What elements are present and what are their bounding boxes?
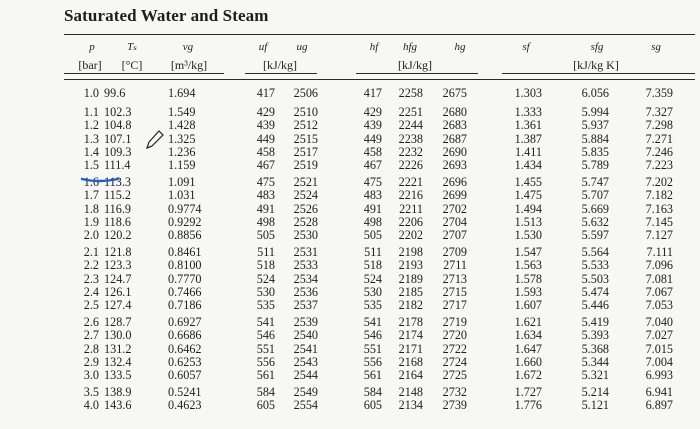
cell-vg: 1.031: [168, 188, 196, 203]
cell-sfg: 5.789: [581, 158, 609, 172]
cell-sg: 7.096: [645, 258, 673, 273]
cell-sg: 7.027: [645, 328, 673, 343]
cell-hg: 2717: [442, 298, 467, 312]
cell-uf: 524: [256, 271, 275, 286]
cell-p: 2.3: [83, 271, 99, 286]
cell-uf: 605: [256, 398, 275, 413]
cell-vg: 0.6462: [168, 341, 202, 356]
unit-p: [bar]: [78, 58, 102, 72]
cell-uf: 458: [256, 144, 275, 159]
cell-uf: 505: [256, 228, 275, 242]
cell-uf: 530: [256, 284, 275, 299]
cell-hfg: 2251: [398, 105, 423, 120]
cell-hg: 2699: [442, 188, 467, 203]
cell-ts: 109.3: [104, 144, 132, 159]
cell-vg: 1.694: [168, 86, 196, 100]
cell-hf: 518: [363, 258, 382, 273]
cell-sf: 1.547: [514, 245, 542, 260]
cell-sf: 1.333: [514, 105, 542, 120]
cell-vg: 0.8856: [168, 228, 202, 242]
cell-ts: 120.2: [104, 228, 132, 242]
cell-uf: 584: [256, 385, 275, 400]
cell-ts: 111.4: [104, 158, 131, 172]
cell-uf: 498: [256, 214, 275, 229]
cell-sg: 7.327: [645, 105, 673, 120]
cell-uf: 449: [256, 131, 275, 146]
cell-ug: 2536: [293, 284, 318, 299]
cell-hfg: 2178: [398, 315, 423, 330]
cell-hfg: 2232: [398, 144, 423, 159]
cell-ug: 2534: [293, 271, 318, 286]
cell-ug: 2526: [293, 201, 318, 216]
cell-ug: 2515: [293, 131, 318, 146]
cell-sg: 7.202: [645, 175, 673, 190]
cell-sfg: 5.368: [581, 341, 609, 356]
cell-sf: 1.455: [514, 175, 542, 190]
cell-vg: 0.7186: [168, 298, 202, 312]
cell-ug: 2530: [293, 228, 318, 242]
cell-p: 3.0: [83, 368, 99, 382]
cell-ug: 2554: [293, 398, 318, 413]
cell-hfg: 2211: [399, 201, 423, 216]
cell-hf: 467: [363, 158, 382, 172]
cell-ts: 131.2: [104, 341, 132, 356]
cell-p: 2.9: [83, 354, 99, 369]
cell-hg: 2722: [442, 341, 467, 356]
cell-sfg: 5.994: [581, 105, 609, 120]
cell-hg: 2690: [442, 144, 467, 159]
cell-vg: 1.159: [168, 158, 196, 172]
cell-sf: 1.727: [514, 385, 542, 400]
cell-vg: 0.8461: [168, 245, 202, 260]
cell-ts: 102.3: [104, 105, 132, 120]
cell-ug: 2541: [293, 341, 318, 356]
header-ts: Tₛ: [127, 41, 137, 53]
cell-p: 1.7: [83, 188, 99, 203]
cell-p: 1.6: [83, 175, 99, 190]
cell-hg: 2704: [442, 214, 467, 229]
header-sfg: sfg: [590, 41, 604, 53]
cell-uf: 556: [256, 354, 275, 369]
cell-ts: 132.4: [104, 354, 132, 369]
cell-vg: 0.9292: [168, 214, 202, 229]
cell-sf: 1.776: [514, 398, 542, 413]
cell-hg: 2709: [442, 245, 467, 260]
unit-h: [kJ/kg]: [398, 58, 432, 72]
cell-sg: 6.897: [645, 398, 673, 413]
cell-ug: 2521: [293, 175, 318, 190]
cell-sfg: 5.835: [581, 144, 609, 159]
cell-sg: 7.163: [645, 201, 673, 216]
cell-ug: 2540: [293, 328, 318, 343]
cell-sf: 1.411: [515, 144, 542, 159]
cell-hf: 524: [363, 271, 382, 286]
cell-hf: 511: [364, 245, 382, 260]
cell-vg: 0.6057: [168, 368, 202, 382]
cell-sg: 7.111: [646, 245, 673, 260]
cell-sg: 6.993: [645, 368, 673, 382]
cell-uf: 491: [256, 201, 275, 216]
pencil-cursor-icon: [143, 128, 165, 152]
cell-sfg: 5.564: [581, 245, 609, 260]
cell-hf: 439: [363, 118, 382, 133]
cell-sfg: 5.597: [581, 228, 609, 242]
cell-hg: 2713: [442, 271, 467, 286]
cell-sfg: 5.937: [581, 118, 609, 133]
cell-hg: 2711: [443, 258, 467, 273]
cell-sfg: 5.503: [581, 271, 609, 286]
cell-vg: 1.325: [168, 131, 196, 146]
cell-ug: 2510: [293, 105, 318, 120]
rule-units-h: [356, 73, 478, 74]
cell-uf: 561: [256, 368, 275, 382]
cell-hfg: 2134: [398, 398, 423, 413]
cell-ts: 99.6: [104, 86, 126, 100]
cell-sg: 7.246: [645, 144, 673, 159]
header-uf: uf: [258, 41, 268, 53]
header-p: p: [89, 41, 95, 53]
cell-uf: 467: [256, 158, 275, 172]
rule-units-u: [245, 73, 317, 74]
cell-ts: 143.6: [104, 398, 132, 413]
cell-sf: 1.513: [514, 214, 542, 229]
cell-hfg: 2258: [398, 86, 423, 100]
cell-uf: 511: [257, 245, 275, 260]
cell-hf: 417: [363, 86, 382, 100]
cell-sfg: 5.669: [581, 201, 609, 216]
cell-sg: 7.081: [645, 271, 673, 286]
cell-hf: 505: [363, 228, 382, 242]
cell-ug: 2543: [293, 354, 318, 369]
cell-vg: 1.236: [168, 144, 196, 159]
cell-uf: 535: [256, 298, 275, 312]
cell-sg: 7.223: [645, 158, 673, 172]
cell-hg: 2702: [442, 201, 467, 216]
cell-hg: 2725: [442, 368, 467, 382]
cell-vg: 0.7466: [168, 284, 202, 299]
cell-sf: 1.621: [514, 315, 542, 330]
cell-sfg: 6.056: [581, 86, 609, 100]
cell-vg: 0.5241: [168, 385, 202, 400]
cell-hfg: 2216: [398, 188, 423, 203]
cell-hfg: 2182: [398, 298, 423, 312]
cell-vg: 0.8100: [168, 258, 202, 273]
cell-ts: 128.7: [104, 315, 132, 330]
rule-header-bottom: [64, 79, 695, 80]
cell-ts: 116.9: [104, 201, 131, 216]
cell-sf: 1.563: [514, 258, 542, 273]
cell-hg: 2739: [442, 398, 467, 413]
cell-sfg: 5.446: [581, 298, 609, 312]
cell-hf: 483: [363, 188, 382, 203]
cell-ts: 115.2: [104, 188, 131, 203]
cell-ug: 2531: [293, 245, 318, 260]
cell-hf: 535: [363, 298, 382, 312]
cell-ug: 2519: [293, 158, 318, 172]
cell-sf: 1.530: [514, 228, 542, 242]
cell-hg: 2707: [442, 228, 467, 242]
cell-hf: 449: [363, 131, 382, 146]
cell-hfg: 2185: [398, 284, 423, 299]
cell-uf: 439: [256, 118, 275, 133]
cell-uf: 546: [256, 328, 275, 343]
header-hfg: hfg: [402, 41, 418, 53]
cell-sg: 7.359: [645, 86, 673, 100]
cell-vg: 0.7770: [168, 271, 202, 286]
cell-uf: 417: [256, 86, 275, 100]
cell-hg: 2687: [442, 131, 467, 146]
cell-vg: 0.6253: [168, 354, 202, 369]
cell-uf: 541: [256, 315, 275, 330]
cell-sg: 7.298: [645, 118, 673, 133]
cell-ts: 124.7: [104, 271, 132, 286]
cell-sf: 1.634: [514, 328, 542, 343]
cell-p: 1.1: [83, 105, 99, 120]
cell-vg: 0.9774: [168, 201, 202, 216]
cell-hfg: 2226: [398, 158, 423, 172]
cell-ts: 107.1: [104, 131, 132, 146]
cell-hf: 561: [363, 368, 382, 382]
cell-ug: 2524: [293, 188, 318, 203]
rule-units-pvt: [64, 73, 224, 74]
unit-u: [kJ/kg]: [263, 58, 297, 72]
cell-hf: 556: [363, 354, 382, 369]
cell-sg: 7.127: [645, 228, 673, 242]
cell-sf: 1.387: [514, 131, 542, 146]
cell-hfg: 2168: [398, 354, 423, 369]
cell-uf: 483: [256, 188, 275, 203]
cell-hfg: 2198: [398, 245, 423, 260]
cell-ug: 2544: [293, 368, 318, 382]
cell-vg: 1.549: [168, 105, 196, 120]
rule-top: [64, 34, 695, 35]
handwritten-underline: [80, 175, 122, 185]
cell-p: 2.8: [83, 341, 99, 356]
cell-ug: 2539: [293, 315, 318, 330]
cell-hf: 429: [363, 105, 382, 120]
cell-p: 1.4: [83, 144, 99, 159]
header-ug: ug: [296, 41, 308, 53]
table-title: Saturated Water and Steam: [64, 6, 269, 25]
cell-ts: 104.8: [104, 118, 132, 133]
cell-ts: 118.6: [104, 214, 131, 229]
cell-sg: 7.145: [645, 214, 673, 229]
cell-vg: 1.091: [168, 175, 196, 190]
cell-p: 1.5: [83, 158, 99, 172]
cell-p: 2.0: [83, 228, 99, 242]
cell-hg: 2732: [442, 385, 467, 400]
cell-sfg: 5.632: [581, 214, 609, 229]
cell-sfg: 5.747: [581, 175, 609, 190]
cell-hfg: 2148: [398, 385, 423, 400]
cell-hfg: 2238: [398, 131, 423, 146]
cell-hg: 2724: [442, 354, 467, 369]
cell-sf: 1.660: [514, 354, 542, 369]
cell-hf: 491: [363, 201, 382, 216]
cell-hg: 2683: [442, 118, 467, 133]
cell-uf: 429: [256, 105, 275, 120]
cell-ug: 2528: [293, 214, 318, 229]
cell-hg: 2720: [442, 328, 467, 343]
unit-ts: [°C]: [121, 58, 143, 72]
cell-p: 1.2: [83, 118, 99, 133]
cell-hg: 2680: [442, 105, 467, 120]
header-sg: sg: [651, 41, 661, 53]
cell-sf: 1.475: [514, 188, 542, 203]
cell-sf: 1.303: [514, 86, 542, 100]
cell-uf: 475: [256, 175, 275, 190]
cell-hg: 2696: [442, 175, 467, 190]
cell-sg: 7.067: [645, 284, 673, 299]
unit-vg: [m³/kg]: [170, 58, 208, 72]
cell-sfg: 5.214: [581, 385, 609, 400]
cell-p: 1.9: [83, 214, 99, 229]
cell-hf: 498: [363, 214, 382, 229]
cell-sfg: 5.419: [581, 315, 609, 330]
cell-hf: 546: [363, 328, 382, 343]
cell-p: 2.6: [83, 315, 99, 330]
cell-p: 2.2: [83, 258, 99, 273]
cell-ts: 138.9: [104, 385, 132, 400]
cell-ts: 133.5: [104, 368, 132, 382]
cell-ts: 126.1: [104, 284, 132, 299]
cell-hg: 2693: [442, 158, 467, 172]
cell-hf: 541: [363, 315, 382, 330]
cell-hf: 458: [363, 144, 382, 159]
cell-vg: 0.6686: [168, 328, 202, 343]
header-hg: hg: [454, 41, 466, 53]
cell-sf: 1.672: [514, 368, 542, 382]
cell-ts: 123.3: [104, 258, 132, 273]
cell-sg: 7.004: [645, 354, 673, 369]
cell-ug: 2506: [293, 86, 318, 100]
cell-vg: 0.4623: [168, 398, 202, 413]
cell-p: 2.5: [83, 298, 99, 312]
cell-p: 1.3: [83, 131, 99, 146]
cell-sg: 7.182: [645, 188, 673, 203]
cell-p: 4.0: [83, 398, 99, 413]
cell-sfg: 5.884: [581, 131, 609, 146]
cell-hfg: 2189: [398, 271, 423, 286]
cell-hfg: 2244: [398, 118, 423, 133]
cell-sf: 1.593: [514, 284, 542, 299]
cell-sfg: 5.321: [581, 368, 609, 382]
cell-sg: 7.015: [645, 341, 673, 356]
cell-p: 1.8: [83, 201, 99, 216]
cell-sf: 1.607: [514, 298, 542, 312]
cell-sfg: 5.707: [581, 188, 609, 203]
cell-ug: 2512: [293, 118, 318, 133]
rule-units-s: [502, 73, 695, 74]
cell-ts: 121.8: [104, 245, 132, 260]
cell-sfg: 5.474: [581, 284, 609, 299]
cell-ug: 2517: [293, 144, 318, 159]
cell-sg: 7.040: [645, 315, 673, 330]
cell-sf: 1.361: [514, 118, 542, 133]
unit-s: [kJ/kg K]: [573, 58, 619, 72]
cell-uf: 518: [256, 258, 275, 273]
cell-hfg: 2202: [398, 228, 423, 242]
cell-ts: 127.4: [104, 298, 132, 312]
cell-sfg: 5.344: [581, 354, 609, 369]
cell-p: 2.7: [83, 328, 99, 343]
cell-sf: 1.647: [514, 341, 542, 356]
cell-sf: 1.434: [514, 158, 542, 172]
cell-vg: 1.428: [168, 118, 196, 133]
cell-ug: 2533: [293, 258, 318, 273]
cell-hf: 530: [363, 284, 382, 299]
cell-hg: 2715: [442, 284, 467, 299]
cell-sg: 7.053: [645, 298, 673, 312]
cell-sfg: 5.393: [581, 328, 609, 343]
cell-sfg: 5.121: [581, 398, 609, 413]
cell-p: 1.0: [83, 86, 99, 100]
cell-hfg: 2206: [398, 214, 423, 229]
cell-sfg: 5.533: [581, 258, 609, 273]
cell-p: 2.1: [83, 245, 99, 260]
cell-hfg: 2164: [398, 368, 423, 382]
cell-ug: 2549: [293, 385, 318, 400]
cell-sf: 1.578: [514, 271, 542, 286]
cell-hf: 584: [363, 385, 382, 400]
cell-p: 3.5: [83, 385, 99, 400]
cell-ug: 2537: [293, 298, 318, 312]
cell-hfg: 2193: [398, 258, 423, 273]
cell-hfg: 2174: [398, 328, 423, 343]
cell-hf: 605: [363, 398, 382, 413]
cell-hg: 2719: [442, 315, 467, 330]
cell-ts: 113.3: [104, 175, 131, 190]
header-hf: hf: [369, 41, 379, 53]
cell-hf: 475: [363, 175, 382, 190]
cell-p: 2.4: [83, 284, 99, 299]
header-vg: vg: [182, 41, 194, 53]
cell-hg: 2675: [442, 86, 467, 100]
cell-hf: 551: [363, 341, 382, 356]
cell-hfg: 2171: [398, 341, 423, 356]
cell-sg: 7.271: [645, 131, 673, 146]
cell-uf: 551: [256, 341, 275, 356]
cell-hfg: 2221: [398, 175, 423, 190]
cell-sf: 1.494: [514, 201, 542, 216]
cell-sg: 6.941: [645, 385, 673, 400]
cell-ts: 130.0: [104, 328, 132, 343]
cell-vg: 0.6927: [168, 315, 202, 330]
header-sf: sf: [522, 41, 530, 53]
